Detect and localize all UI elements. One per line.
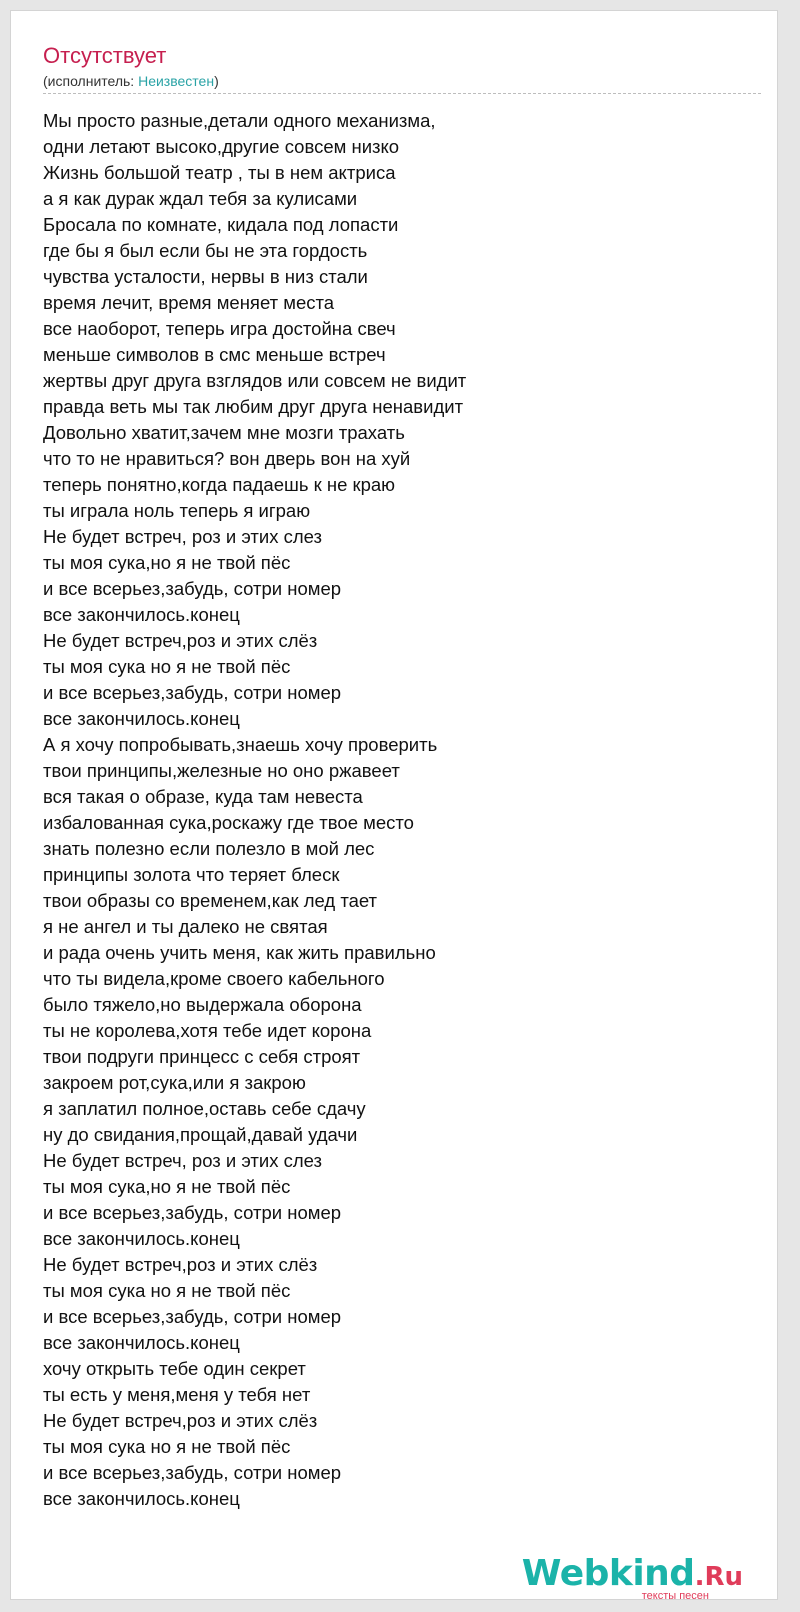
lyric-line: все закончилось.конец [43,708,240,729]
lyric-line: закроем рот,сука,или я закрою [43,1072,306,1093]
logo-tld: .Ru [694,1562,743,1592]
lyric-line: Не будет встреч,роз и этих слёз [43,1254,318,1275]
lyric-line: Не будет встреч, роз и этих слез [43,1150,323,1171]
lyric-line: чувства усталости, нервы в низ стали [43,266,368,287]
lyric-line: и все всерьез,забудь, сотри номер [43,578,342,599]
lyric-line: теперь понятно,когда падаешь к не краю [43,474,396,495]
lyric-line: ты моя сука,но я не твой пёс [43,552,291,573]
lyric-line: хочу открыть тебе один секрет [43,1358,306,1379]
lyric-line: все закончилось.конец [43,604,240,625]
lyric-line: ну до свидания,прощай,давай удачи [43,1124,358,1145]
lyric-line: я не ангел и ты далеко не святая [43,916,328,937]
lyric-line: все закончилось.конец [43,1488,240,1509]
lyrics-text [43,108,743,1512]
lyric-line: и все всерьез,забудь, сотри номер [43,1306,342,1327]
logo-brand [522,1555,743,1596]
lyric-line: где бы я был если бы не эта гордость [43,240,368,261]
lyrics-card [10,10,778,1600]
lyric-line: ты моя сука,но я не твой пёс [43,1176,291,1197]
performer-line [43,72,219,90]
lyric-line: ты моя сука но я не твой пёс [43,1280,291,1301]
lyric-line: Бросала по комнате, кидала под лопасти [43,214,399,235]
performer-link[interactable]: Неизвестен [138,73,215,89]
performer-close: ) [214,73,219,89]
lyric-line: ты моя сука но я не твой пёс [43,1436,291,1457]
lyric-line: твои подруги принцесс с себя строят [43,1046,361,1067]
lyric-line: ты играла ноль теперь я играю [43,500,311,521]
divider [43,93,761,94]
lyric-line: избалованная сука,роскажу где твое место [43,812,414,833]
lyric-line: А я хочу попробывать,знаешь хочу проверить [43,734,438,755]
performer-label: (исполнитель: [43,73,139,89]
logo-tagline: тексты песен [641,1590,709,1602]
lyric-line: ты есть у меня,меня у тебя нет [43,1384,311,1405]
lyric-line: я заплатил полное,оставь себе сдачу [43,1098,366,1119]
lyric-line: все закончилось.конец [43,1332,240,1353]
logo-brand-name: Webkind [521,1553,695,1594]
lyric-line: и все всерьез,забудь, сотри номер [43,682,342,703]
lyric-line: одни летают высоко,другие совсем низко [43,136,400,157]
lyric-line: Довольно хватит,зачем мне мозги трахать [43,422,405,443]
lyric-line: знать полезно если полезло в мой лес [43,838,375,859]
lyric-line: правда веть мы так любим друг друга ненавидит [43,396,464,417]
lyric-line: Жизнь большой театр , ты в нем актриса [43,162,396,183]
lyric-line: Мы просто разные,детали одного механизма, [43,110,436,131]
lyric-line: Не будет встреч,роз и этих слёз [43,1410,318,1431]
lyric-line: и все всерьез,забудь, сотри номер [43,1202,342,1223]
lyric-line: вся такая о образе, куда там невеста [43,786,363,807]
lyric-line: все закончилось.конец [43,1228,240,1249]
lyric-line: твои принципы,железные но оно ржавеет [43,760,400,781]
lyric-line: Не будет встреч, роз и этих слез [43,526,323,547]
lyric-line: ты моя сука но я не твой пёс [43,656,291,677]
lyric-line: что то не нравиться? вон дверь вон на хуй [43,448,411,469]
lyric-line: и рада очень учить меня, как жить правильно [43,942,436,963]
lyric-line: что ты видела,кроме своего кабельного [43,968,385,989]
lyric-line: а я как дурак ждал тебя за кулисами [43,188,358,209]
site-logo[interactable] [522,1555,743,1602]
song-title: Отсутствует [43,43,167,68]
lyric-line: принципы золота что теряет блеск [43,864,340,885]
lyric-line: все наоборот, теперь игра достойна свеч [43,318,396,339]
lyric-line: было тяжело,но выдержала оборона [43,994,362,1015]
lyric-line: ты не королева,хотя тебе идет корона [43,1020,372,1041]
lyric-line: твои образы со временем,как лед тает [43,890,378,911]
lyric-line: и все всерьез,забудь, сотри номер [43,1462,342,1483]
lyric-line: жертвы друг друга взглядов или совсем не видит [43,370,467,391]
lyric-line: время лечит, время меняет места [43,292,335,313]
lyric-line: Не будет встреч,роз и этих слёз [43,630,318,651]
lyric-line: меньше символов в смс меньше встреч [43,344,386,365]
